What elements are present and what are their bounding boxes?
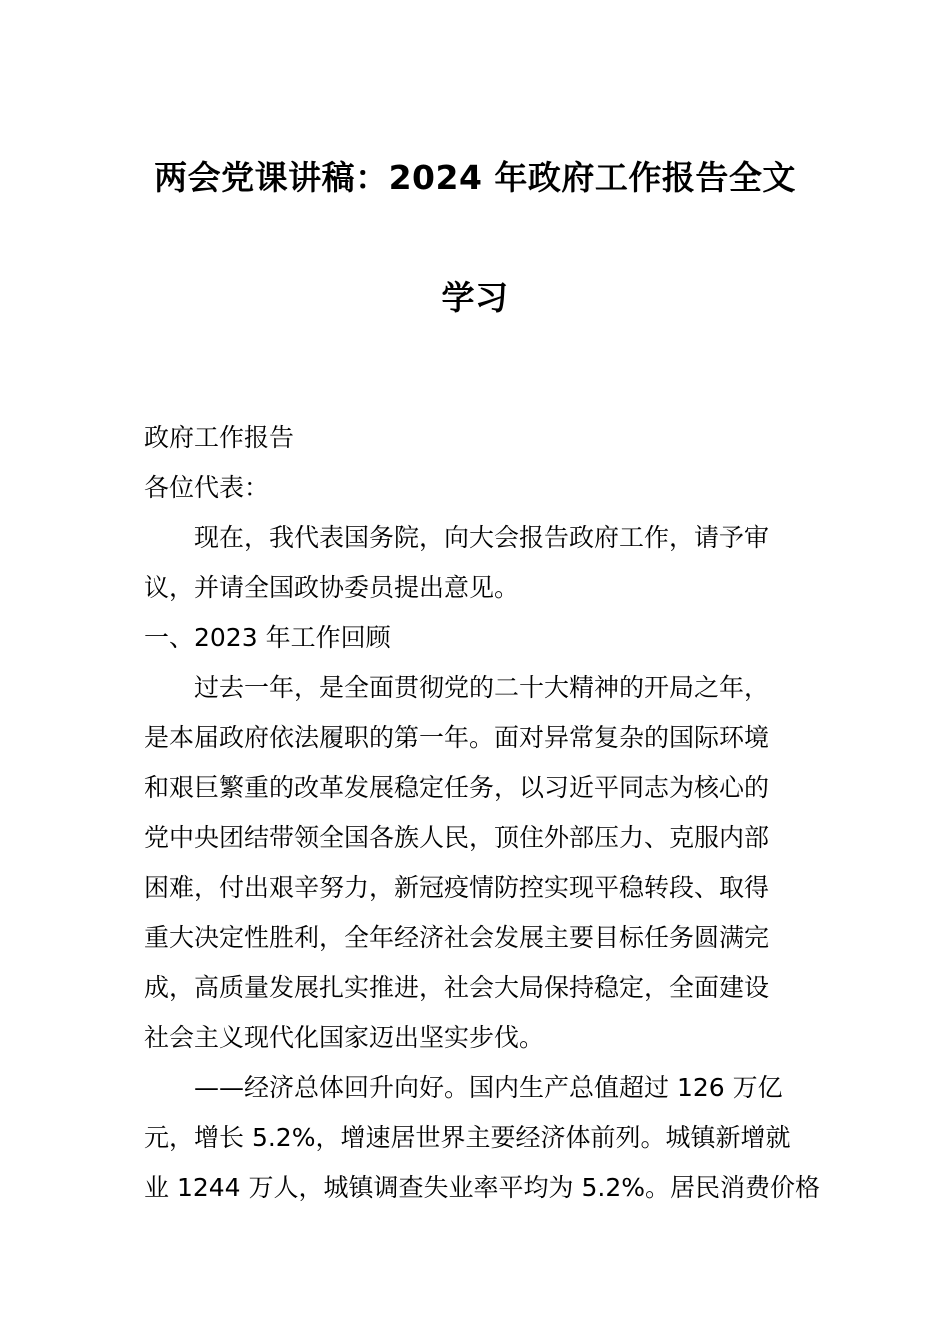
paragraph-line: 元，增长 5.2%，增速居世界主要经济体前列。城镇新增就 [144,1123,791,1152]
section-heading: 一、2023 年工作回顾 [144,623,391,652]
paragraph-line: 议，并请全国政协委员提出意见。 [144,573,520,602]
paragraph-line: 和艰巨繁重的改革发展稳定任务，以习近平同志为核心的 [144,773,770,802]
paragraph-line: 过去一年，是全面贯彻党的二十大精神的开局之年， [194,673,770,702]
document-title-line-2: 学习 [441,278,509,317]
paragraph-line: 社会主义现代化国家迈出坚实步伐。 [144,1023,545,1052]
paragraph-line: 业 1244 万人，城镇调查失业率平均为 5.2%。居民消费价格 [144,1173,820,1202]
paragraph-line: 现在，我代表国务院，向大会报告政府工作，请予审 [194,523,770,552]
report-heading: 政府工作报告 [144,423,295,452]
paragraph-line: 党中央团结带领全国各族人民，顶住外部压力、克服内部 [144,823,770,852]
paragraph-line: 成，高质量发展扎实推进，社会大局保持稳定，全面建设 [144,973,770,1002]
document-title-line-1: 两会党课讲稿：2024 年政府工作报告全文 [154,158,796,197]
paragraph-line: 是本届政府依法履职的第一年。面对异常复杂的国际环境 [144,723,770,752]
salutation: 各位代表： [144,473,270,502]
paragraph-line: 困难，付出艰辛努力，新冠疫情防控实现平稳转段、取得 [144,873,770,902]
paragraph-line: ——经济总体回升向好。国内生产总值超过 126 万亿 [194,1073,783,1102]
paragraph-line: 重大决定性胜利，全年经济社会发展主要目标任务圆满完 [144,923,770,952]
